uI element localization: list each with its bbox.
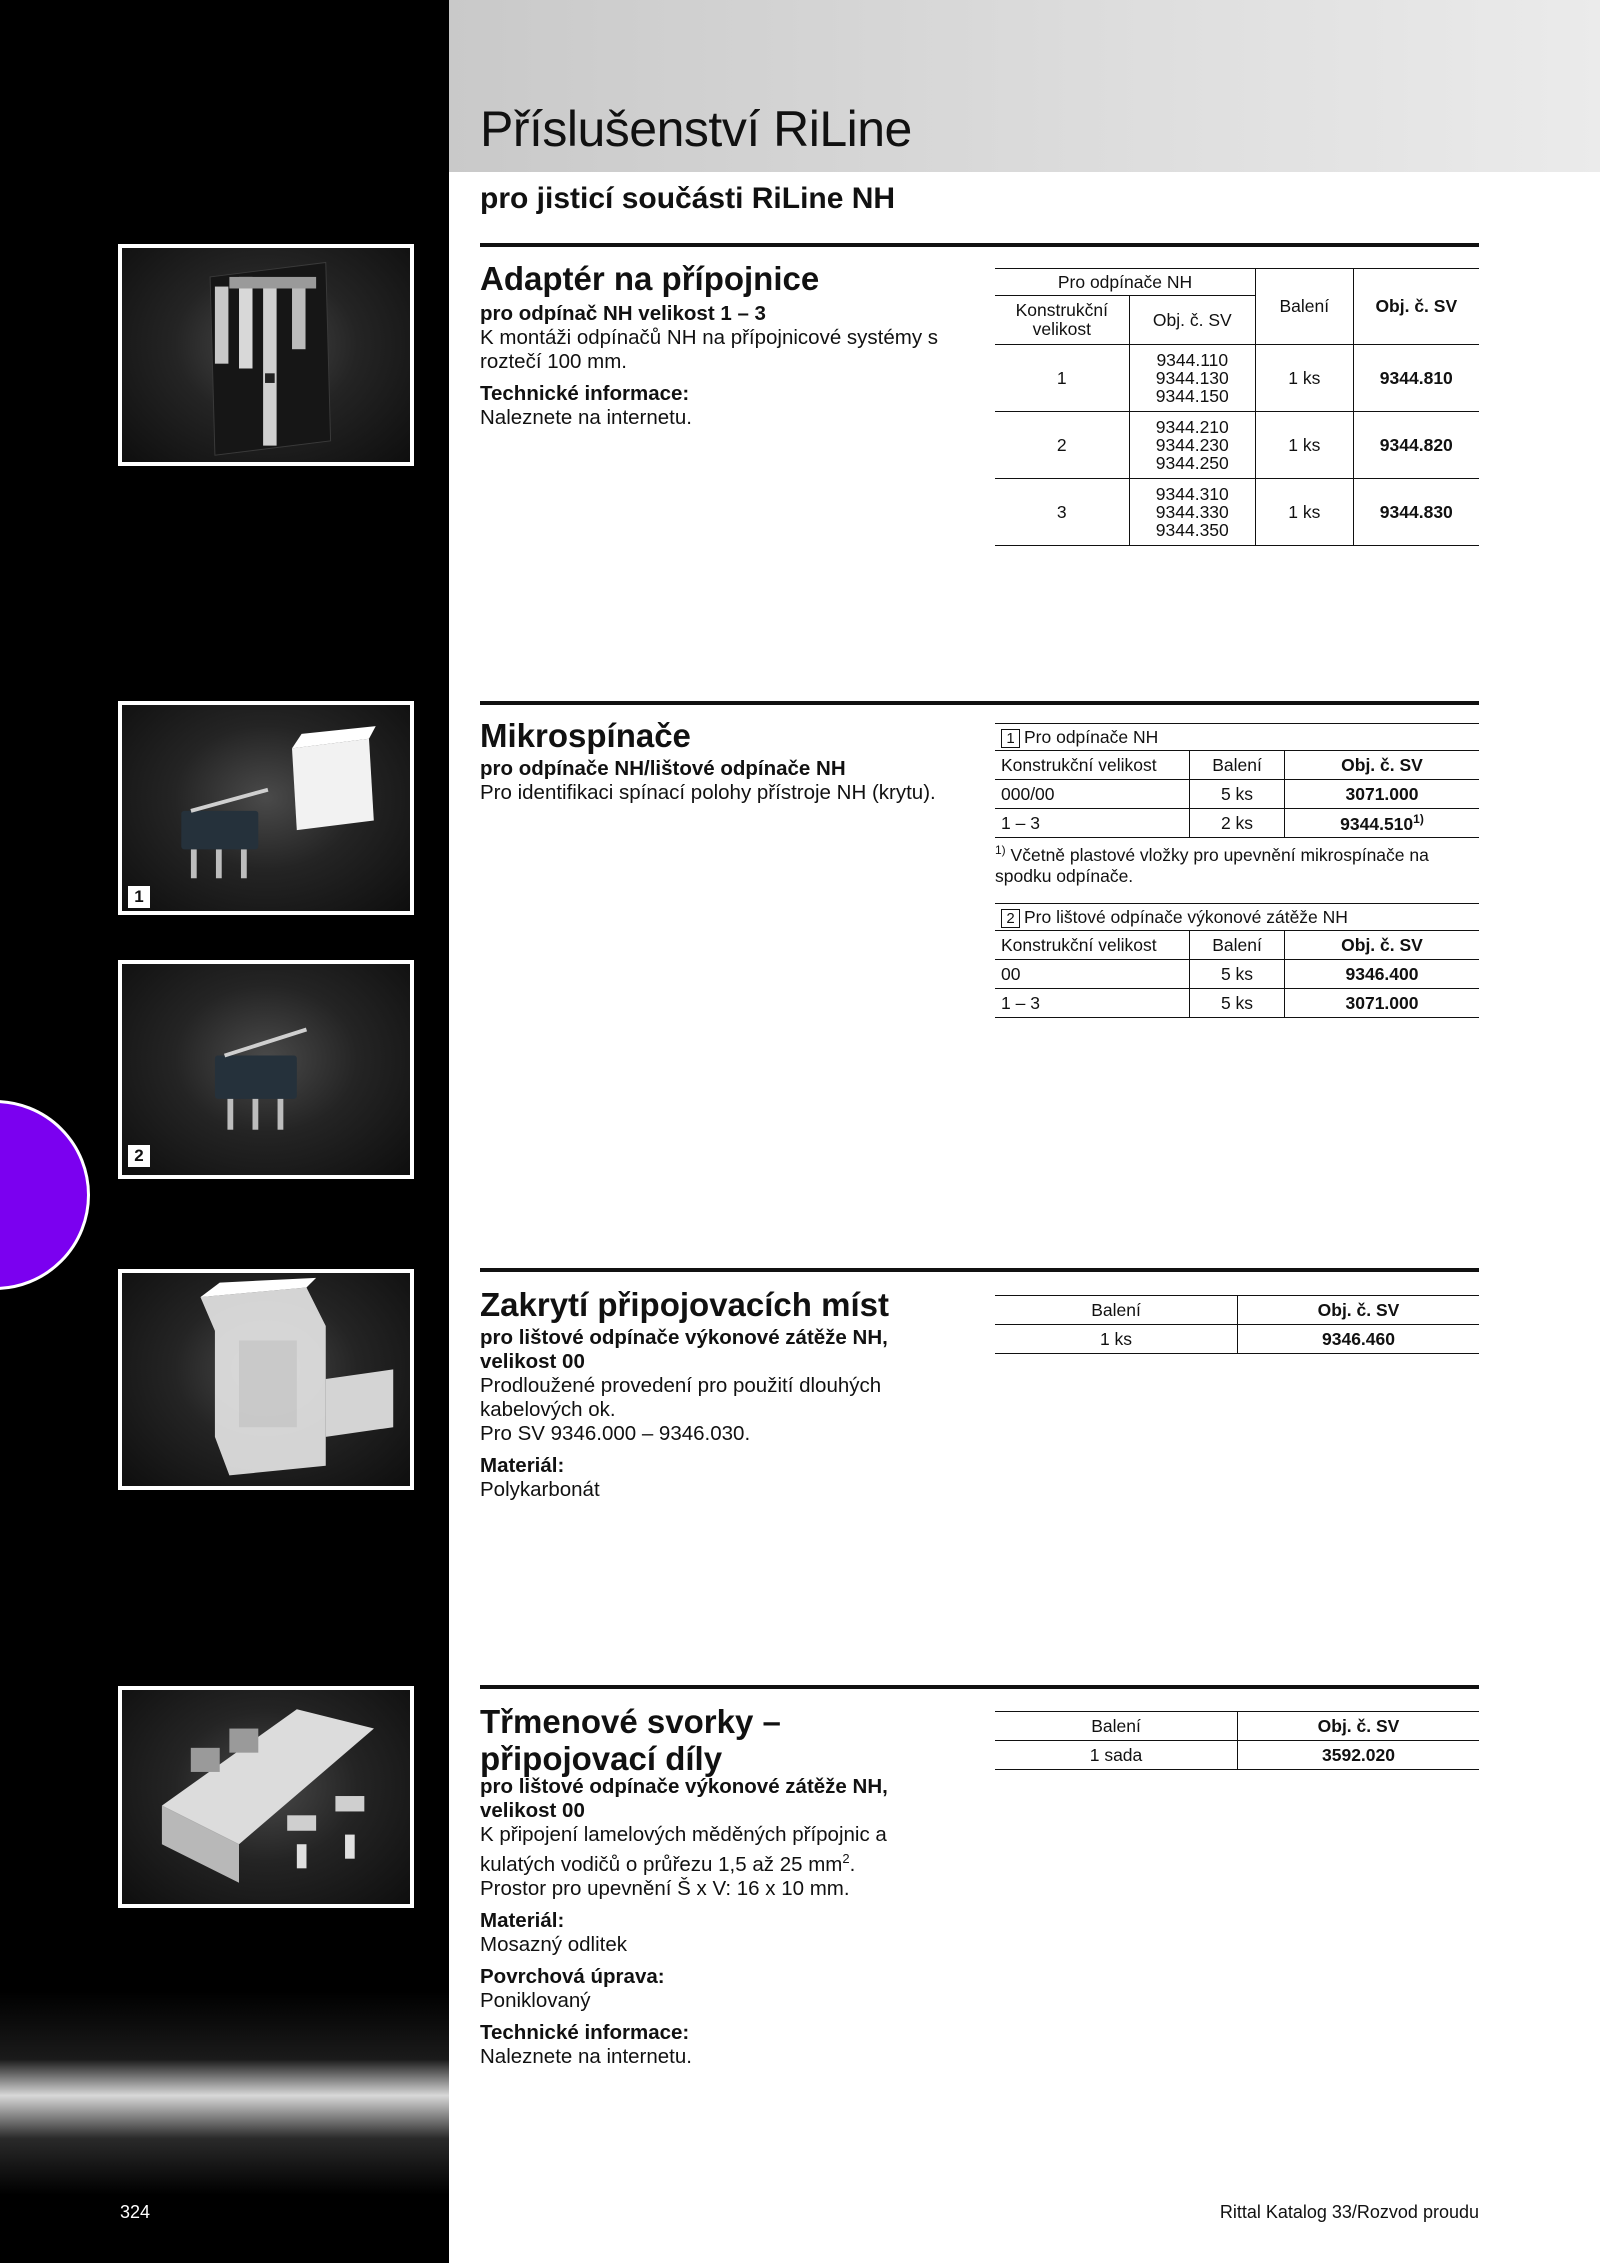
cell-size: 3 bbox=[995, 479, 1129, 546]
cell-pack: 1 ks bbox=[1255, 479, 1353, 546]
table-group-header: Pro odpínače NH bbox=[995, 269, 1255, 296]
table-row bbox=[995, 412, 1479, 479]
cell-order: 3592.020 bbox=[1322, 1744, 1395, 1765]
photo-badge-1: 1 bbox=[128, 886, 150, 908]
product-table-microswitch-strip bbox=[995, 903, 1479, 1018]
cell-size: 1 – 3 bbox=[995, 989, 1190, 1018]
sv-number: 9344.250 bbox=[1155, 453, 1229, 473]
sv-number: 9344.110 bbox=[1156, 350, 1229, 370]
cell-order: 9346.460 bbox=[1322, 1328, 1395, 1349]
table-row bbox=[995, 960, 1479, 989]
section-text bbox=[480, 1823, 940, 1877]
section-title-line: připojovací díly bbox=[480, 1739, 723, 1777]
table-header-order: Obj. č. SV bbox=[1353, 269, 1479, 345]
sv-number: 9344.350 bbox=[1155, 520, 1229, 540]
cell-pack: 1 ks bbox=[1255, 412, 1353, 479]
table-caption-text: Pro odpínače NH bbox=[1024, 726, 1159, 747]
footer-text: Rittal Katalog 33/Rozvod proudu bbox=[1219, 2202, 1479, 2222]
table-header-size: Konstrukční velikost bbox=[995, 751, 1190, 780]
table-row bbox=[995, 809, 1479, 838]
page-title: Příslušenství RiLine bbox=[480, 101, 912, 157]
table-header-pack: Balení bbox=[995, 1712, 1238, 1741]
cell-order: 9344.810 bbox=[1379, 367, 1453, 388]
table-number-box: 2 bbox=[1001, 909, 1020, 928]
section-text: Prodloužené provedení pro použití dlouhých kabelových ok. bbox=[480, 1374, 882, 1421]
cell-order bbox=[1285, 809, 1480, 838]
table-row bbox=[995, 1325, 1479, 1354]
order-number: 9344.510 bbox=[1340, 813, 1414, 834]
product-photo-microswitch-1 bbox=[118, 701, 414, 915]
cell-order: 9344.830 bbox=[1379, 501, 1453, 522]
cell-pack: 2 ks bbox=[1190, 809, 1285, 838]
text-span: K připojení lamelových měděných přípojnic a kulatých vodičů o průřezu 1,5 až 25 mm bbox=[480, 1823, 887, 1876]
cell-order: 3071.000 bbox=[1345, 992, 1419, 1013]
footnote bbox=[995, 840, 1479, 887]
cell-pack: 1 ks bbox=[1255, 345, 1353, 412]
table-header-order: Obj. č. SV bbox=[1317, 1299, 1400, 1320]
section-lead: pro lištové odpínače výkonové zátěže NH, velikost 00 bbox=[480, 1775, 888, 1822]
footnote-ref: 1) bbox=[1413, 811, 1424, 826]
section-lead: pro lištové odpínače výkonové zátěže NH, velikost 00 bbox=[480, 1326, 888, 1373]
info-text: Naleznete na internetu. bbox=[480, 406, 692, 429]
table-header-order: Obj. č. SV bbox=[1317, 1715, 1400, 1736]
section-rule bbox=[480, 1685, 1479, 1689]
sv-number: 9344.150 bbox=[1155, 386, 1229, 406]
cell-order: 3071.000 bbox=[1345, 783, 1419, 804]
page-number: 324 bbox=[120, 2202, 151, 2222]
section-description bbox=[480, 302, 975, 430]
table-header-pack: Balení bbox=[1255, 269, 1353, 345]
section-rule bbox=[480, 243, 1479, 247]
product-photo-microswitch-2 bbox=[118, 960, 414, 1179]
table-number-box: 1 bbox=[1001, 729, 1020, 748]
cell-pack: 5 ks bbox=[1190, 960, 1285, 989]
info-label: Technické informace: bbox=[480, 2020, 690, 2044]
photo-badge-2: 2 bbox=[128, 1145, 150, 1167]
product-photo-connection-cover bbox=[118, 1269, 414, 1490]
table-caption-text: Pro lištové odpínače výkonové zátěže NH bbox=[1024, 906, 1348, 927]
footnote-mark: 1) bbox=[995, 843, 1006, 857]
section-text: Pro SV 9346.000 – 9346.030. bbox=[480, 1422, 751, 1445]
material-label: Materiál: bbox=[480, 1908, 565, 1932]
cell-size: 2 bbox=[995, 412, 1129, 479]
section-title: Mikrospínače bbox=[480, 717, 691, 754]
surface-label: Povrchová úprava: bbox=[480, 1964, 665, 1988]
section-rule bbox=[480, 1268, 1479, 1272]
section-description bbox=[480, 1775, 940, 2069]
cell-sv bbox=[1129, 412, 1255, 479]
sv-number: 9344.130 bbox=[1155, 368, 1229, 388]
table-row bbox=[995, 1741, 1479, 1770]
product-photo-stirrup-terminals bbox=[118, 1686, 414, 1908]
cell-pack: 1 sada bbox=[995, 1741, 1238, 1770]
section-description bbox=[480, 1326, 940, 1502]
product-table-terminals bbox=[995, 1711, 1479, 1770]
section-title bbox=[480, 1704, 781, 1778]
section-lead: pro odpínače NH/lištové odpínače NH bbox=[480, 757, 846, 780]
section-rule bbox=[480, 701, 1479, 705]
cell-order: 9346.400 bbox=[1345, 963, 1419, 984]
section-title: Adaptér na přípojnice bbox=[480, 260, 820, 297]
cell-pack: 5 ks bbox=[1190, 989, 1285, 1018]
product-table-microswitch-nh bbox=[995, 723, 1479, 838]
cell-size: 00 bbox=[995, 960, 1190, 989]
footnote-text: Včetně plastové vložky pro upevnění mikrospínače na spodku odpínače. bbox=[995, 844, 1429, 886]
table-row bbox=[995, 479, 1479, 546]
table-header-size: Konstrukční velikost bbox=[995, 296, 1129, 345]
material-label: Materiál: bbox=[480, 1454, 565, 1477]
section-text: K montáži odpínačů NH na přípojnicové systémy s roztečí 100 mm. bbox=[480, 326, 939, 373]
section-text: Prostor pro upevnění Š x V: 16 x 10 mm. bbox=[480, 1876, 850, 1900]
section-lead: pro odpínač NH velikost 1 – 3 bbox=[480, 302, 766, 325]
cell-size: 000/00 bbox=[995, 780, 1190, 809]
text-span: . bbox=[849, 1852, 856, 1876]
superscript: 2 bbox=[842, 1851, 850, 1866]
product-photo-busbar-adapter bbox=[118, 244, 414, 466]
table-caption bbox=[995, 724, 1479, 751]
cell-pack: 1 ks bbox=[995, 1325, 1238, 1354]
product-table-adapter bbox=[995, 268, 1479, 546]
table-header-pack: Balení bbox=[1190, 931, 1285, 960]
cell-size: 1 bbox=[995, 345, 1129, 412]
section-title-line: Třmenové svorky – bbox=[480, 1703, 781, 1740]
surface-value: Poniklovaný bbox=[480, 1988, 591, 2012]
table-header-pack: Balení bbox=[1190, 751, 1285, 780]
table-header-order: Obj. č. SV bbox=[1341, 754, 1423, 775]
sv-number: 9344.310 bbox=[1155, 484, 1229, 504]
page-subtitle: pro jisticí součásti RiLine NH bbox=[480, 182, 896, 215]
info-label: Technické informace: bbox=[480, 382, 690, 405]
cell-order: 9344.820 bbox=[1379, 434, 1453, 455]
cell-pack: 5 ks bbox=[1190, 780, 1285, 809]
table-row bbox=[995, 989, 1479, 1018]
table-header-sv: Obj. č. SV bbox=[1129, 296, 1255, 345]
product-table-cover bbox=[995, 1295, 1479, 1354]
sv-number: 9344.230 bbox=[1155, 435, 1229, 455]
table-header-size: Konstrukční velikost bbox=[995, 931, 1190, 960]
table-header-order: Obj. č. SV bbox=[1341, 934, 1423, 955]
section-description bbox=[480, 757, 980, 805]
material-value: Polykarbonát bbox=[480, 1478, 600, 1501]
section-title: Zakrytí připojovacích míst bbox=[480, 1286, 889, 1323]
cell-sv bbox=[1129, 345, 1255, 412]
table-caption bbox=[995, 904, 1479, 931]
table-header-pack: Balení bbox=[995, 1296, 1238, 1325]
section-text: Pro identifikaci spínací polohy přístroje NH (krytu). bbox=[480, 781, 936, 804]
material-value: Mosazný odlitek bbox=[480, 1932, 627, 1956]
table-row bbox=[995, 345, 1479, 412]
table-row bbox=[995, 780, 1479, 809]
cell-sv bbox=[1129, 479, 1255, 546]
sv-number: 9344.330 bbox=[1155, 502, 1229, 522]
cell-size: 1 – 3 bbox=[995, 809, 1190, 838]
info-text: Naleznete na internetu. bbox=[480, 2044, 692, 2068]
sv-number: 9344.210 bbox=[1155, 417, 1229, 437]
